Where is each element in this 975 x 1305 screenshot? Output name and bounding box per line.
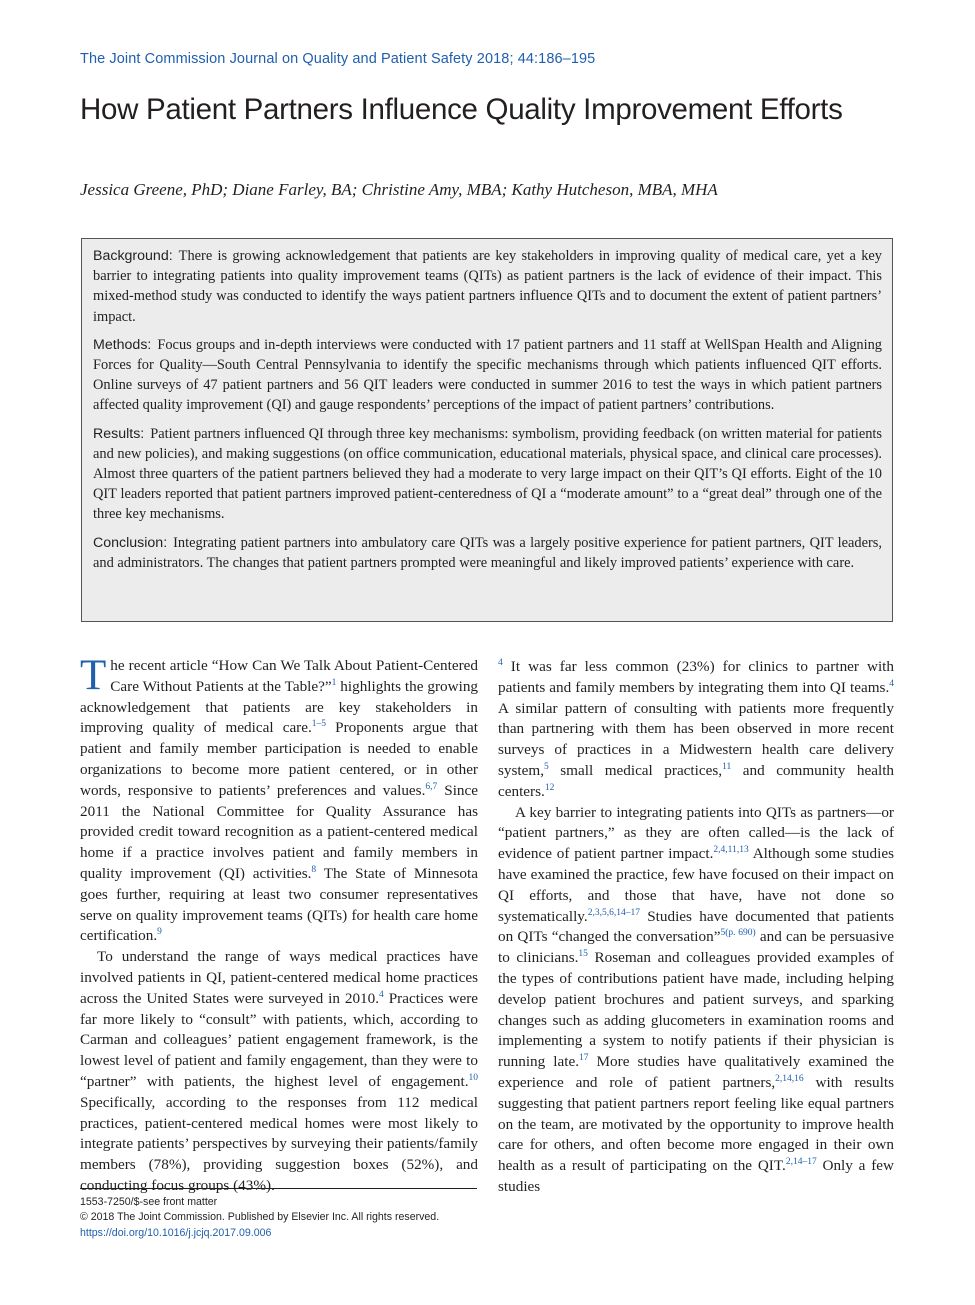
abstract-methods [93, 335, 882, 416]
reference-link[interactable]: 6,7 [425, 781, 438, 792]
results-label: Results: [93, 425, 145, 442]
methods-text: Focus groups and in-depth interviews were conducted with 17 patient partners and 11 staff at WellSpan Health and Aligning Forces for Quality—South Central Pennsylvania to identify the specific mechanisms through which patients influenced QIT efforts. Online surveys of 47 patient partners and 56 QIT leaders were conducted in summer 2016 to test the ways in which patient partners affected quality improvement (QI) and gauge respondents’ perceptions of the impact of patient partners’ contributions. [93, 336, 882, 414]
text-run: Proponents argue that patient and family member participation is needed to enable organizations to become more patient centered, or in other words, responsive to patients’ preferences and values. [80, 719, 478, 799]
text-run: Roseman and colleagues provided examples of the types of contributions patient have made, including helping develop patient brochures and patient surveys, and sparking changes such as adding glucometers in examination rooms and implementing a system to notify patients if their physician is running late. [498, 949, 894, 1071]
reference-link[interactable]: 2,4,11,13 [713, 845, 749, 856]
text-run: highlights the growing acknowledgement that patients are key stakeholders in improving quality of medical care. [80, 677, 479, 737]
background-text: There is growing acknowledgement that patients are key stakeholders in improving quality of medical care, yet a key barrier to integrating patients into quality improvement teams (QITs) as patient partners is the lack of evidence of their impact. This mixed-method study was conducted to identify the ways patient partners influence QITs and to document the extent of patient partners’ impact. [93, 248, 882, 325]
reference-link[interactable]: 15 [578, 949, 588, 960]
text-run: and community health centers. [498, 761, 895, 800]
body-column-left [80, 652, 479, 1197]
reference-link[interactable]: 5(p. 690) [720, 928, 756, 939]
text-run: and can be persuasive to clinicians. [498, 928, 894, 967]
doi-link[interactable]: https://doi.org/10.1016/j.jcjq.2017.09.006 [80, 1226, 272, 1239]
reference-link[interactable]: 2,3,5,6,14–17 [587, 907, 640, 918]
results-text: Patient partners influenced QI through three key mechanisms: symbolism, providing feedback (on written material for patients and new policies), and making suggestions (on office communication, educational materials, physical space, and clinical care processes). Almost three quarters of the patient partners believed they had a moderate to very large impact on their QIT’s QI efforts. Eight of the 10 QIT leaders reported that patient partners improved patient-centeredness of QI a “moderate amount” to a “great deal” through one of the three key mechanisms. [93, 425, 882, 523]
article-title: How Patient Partners Influence Quality Improvement Efforts [80, 93, 843, 126]
footnote-divider [80, 1188, 477, 1189]
background-label: Background: [93, 248, 173, 264]
text-run: Studies have documented that patients on QITs “changed the conversation” [498, 907, 894, 946]
reference-link[interactable]: 5 [544, 761, 549, 772]
intro-paragraph-2 [80, 947, 478, 1197]
footnotes [80, 1195, 439, 1241]
abstract-results [93, 424, 882, 525]
text-run: Practices were far more likely to “consult” with patients, which, according to Carman and colleagues’ patient engagement framework, is the lowest level of patient and family engagement, than they were to “partner” with patients, the highest level of engagement. [80, 989, 478, 1090]
methods-label: Methods: [93, 336, 152, 353]
reference-link[interactable]: 1 [331, 677, 337, 688]
text-run: he recent article “How Can We Talk About Patient-Centered Care Without Patients at the Table?” [110, 657, 478, 695]
text-run: A similar pattern of consulting with patients more frequently than partnering with them has been observed in more recent surveys of practices in a Midwestern health care delivery system, [498, 699, 894, 779]
text-run: The State of Minnesota goes further, requiring at least two consumer representatives serve on quality improvement teams (QITs) for health care home certification. [80, 864, 478, 945]
issn-line: 1553-7250/$-see front matter [80, 1196, 218, 1208]
drop-cap: T [80, 652, 107, 699]
text-run: Although some studies have examined the practice, few have focused on their impact on QI efforts, and those that have, have not done so systematically. [498, 845, 894, 925]
reference-link[interactable]: 12 [544, 782, 555, 793]
reference-link[interactable]: 10 [468, 1072, 478, 1083]
text-run: It was far less common (23%) for clinics to partner with patients and family members by integrating them into QI teams. [498, 658, 894, 696]
text-run: A key barrier to integrating patients into QITs as partners—or “patient partners,” as they are often called—is the lack of evidence of patient partner impact. [498, 803, 894, 863]
text-run: with results suggesting that patient partners report feeling like equal partners on the team, are motivated by the opportunity to improve health care for others, and often become more engaged in their own health as a result of participating on the QIT. [498, 1073, 894, 1175]
abstract-conclusion [93, 533, 882, 573]
text-run: Specifically, according to the responses from 112 medical practices, patient-centered medical homes were most likely to integrate patients’ perspectives by surveying their patients/family members (78%), providing suggestion boxes (52%), and conducting focus groups (43%). [80, 1093, 478, 1194]
text-run: To understand the range of ways medical practices have involved patients in QI, patient-centered medical home practices across the United States were surveyed in 2010. [80, 948, 478, 1007]
reference-link[interactable]: 4 [379, 989, 384, 1000]
reference-link[interactable]: 17 [579, 1053, 589, 1064]
text-run: More studies have qualitatively examined the experience and role of patient partners, [498, 1053, 895, 1091]
abstract-box [81, 238, 893, 622]
reference-link[interactable]: 4 [498, 657, 503, 668]
copyright-line: © 2018 The Joint Commission. Published by Elsevier Inc. All rights reserved. [80, 1211, 440, 1224]
reference-link[interactable]: 2,14–17 [785, 1157, 817, 1168]
text-run: Since 2011 the National Committee for Quality Assurance has provided credit toward recognition as a patient-centered medical home if a practice involves patient and family members in quality improvement (QI) activities. [80, 781, 478, 882]
reference-link[interactable]: 2,14,16 [775, 1073, 804, 1084]
journal-citation: The Joint Commission Journal on Quality and Patient Safety 2018; 44:186–195 [80, 51, 596, 67]
author-list: Jessica Greene, PhD; Diane Farley, BA; Christine Amy, MBA; Kathy Hutcheson, MBA, MHA [80, 180, 718, 199]
text-run: Only a few studies [498, 1157, 894, 1195]
intro-paragraph-1 [80, 652, 479, 947]
conclusion-text: Integrating patient partners into ambulatory care QITs was a largely positive experience for patient partners, QIT leaders, and administrators. The changes that patient partners prompted were meaningful and likely improved patients’ experience with care. [93, 534, 882, 571]
text-run: small medical practices, [548, 761, 723, 779]
intro-paragraph-2-continued [498, 657, 894, 803]
conclusion-label: Conclusion: [93, 534, 168, 551]
body-column-right [498, 657, 894, 1198]
reference-link[interactable]: 11 [722, 761, 732, 772]
abstract-background [93, 246, 882, 327]
reference-link[interactable]: 8 [311, 864, 317, 875]
intro-paragraph-3 [498, 803, 894, 1198]
reference-link[interactable]: 9 [157, 927, 162, 938]
reference-link[interactable]: 1–5 [311, 719, 327, 730]
reference-link[interactable]: 4 [889, 678, 894, 689]
